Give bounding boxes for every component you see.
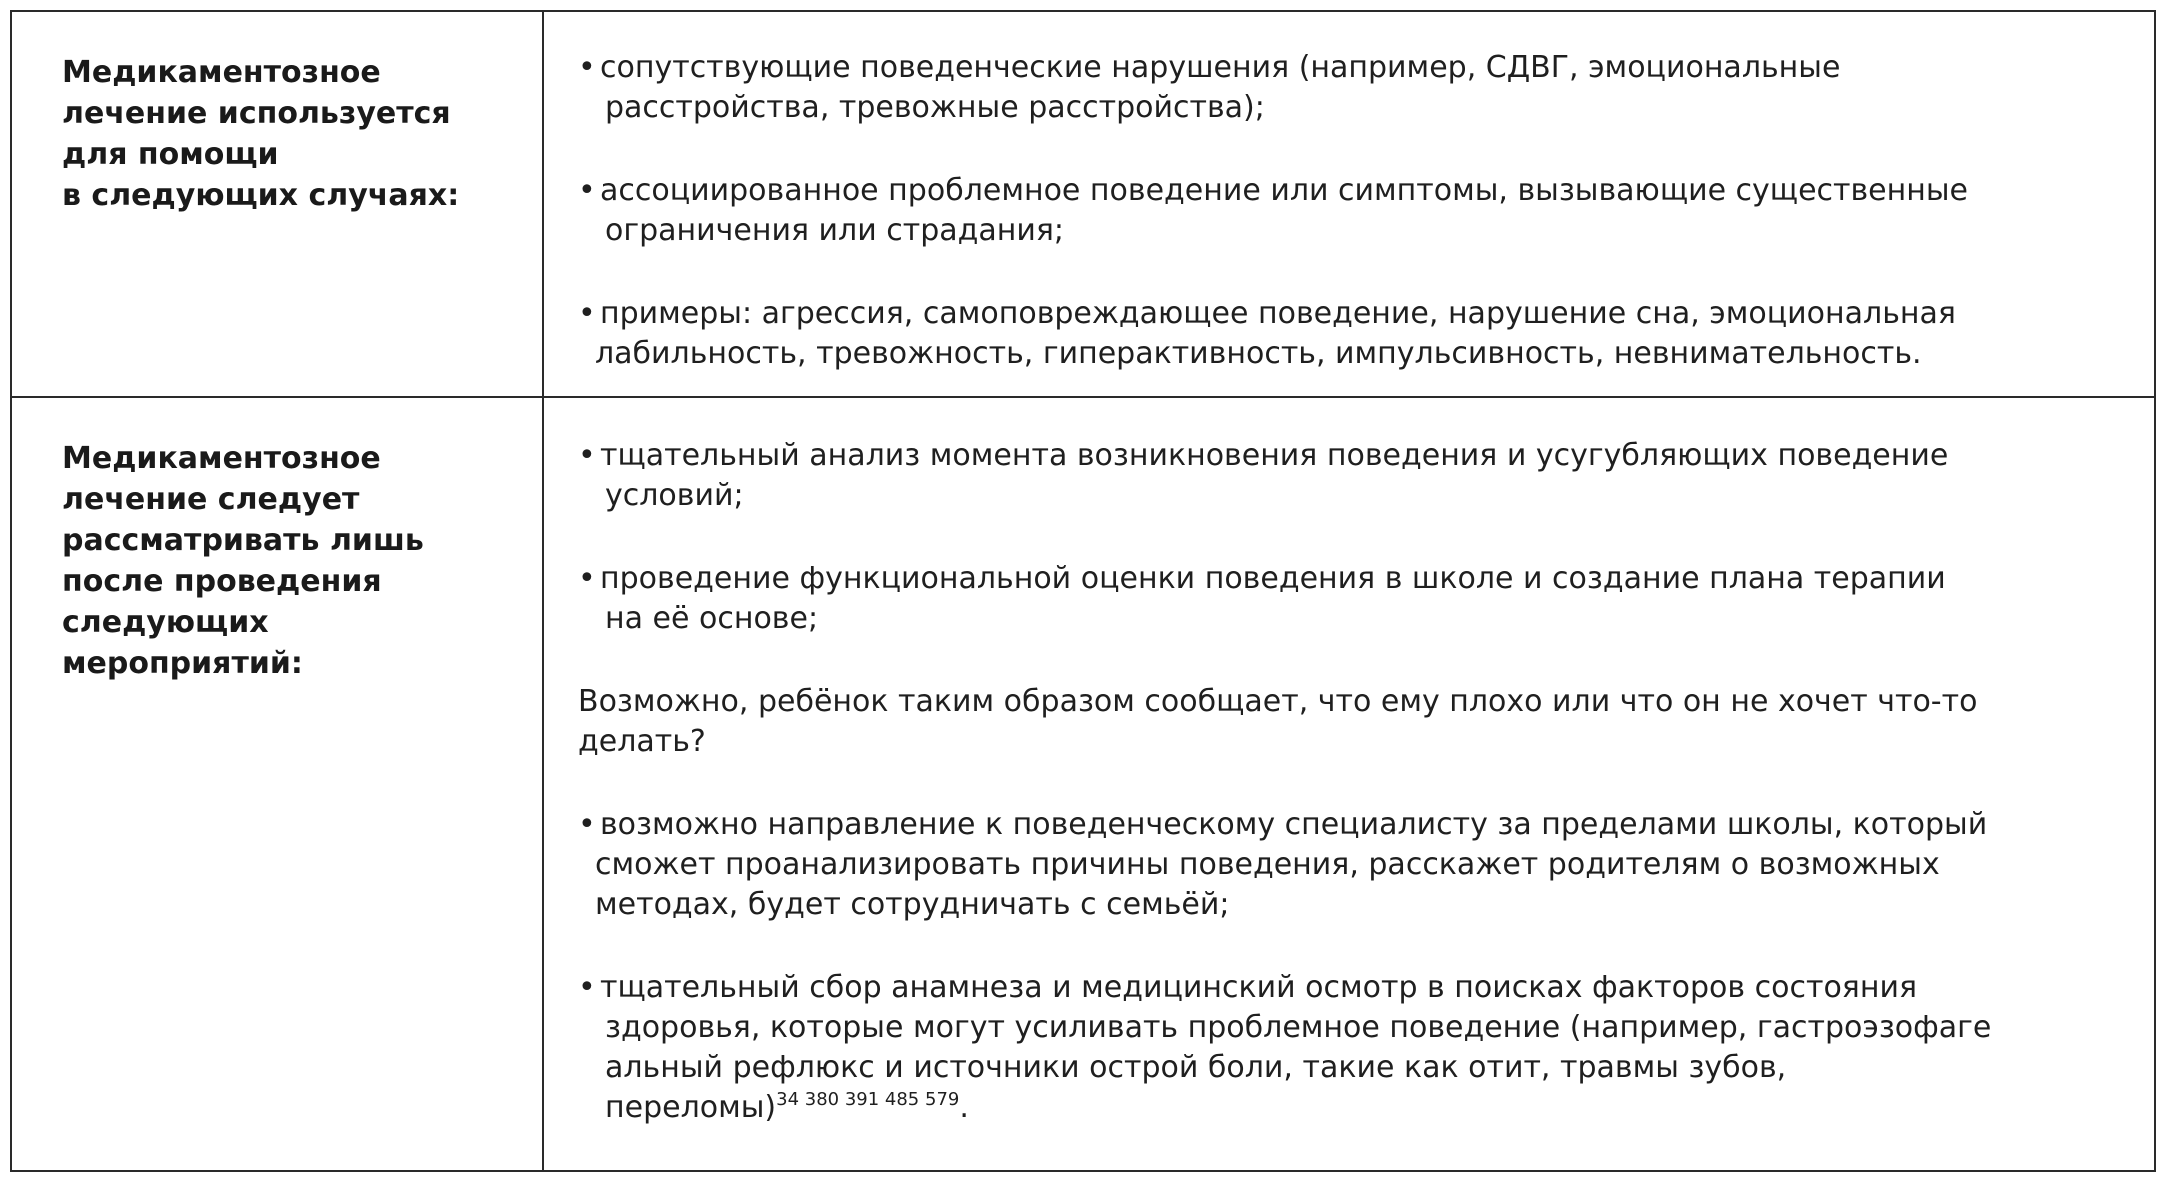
list-item-line [578,436,2138,476]
list-item-text: проведение функциональной оценки поведения в школе и создание плана терапии [600,561,1946,596]
list-item-line [578,294,2138,334]
indications-list [578,48,2138,374]
list-item-line [578,805,2138,845]
bullet-icon: • [578,561,596,596]
list-item-line: методах, будет сотрудничать с семьёй; [595,887,1230,922]
bullet-icon: • [578,438,596,473]
heading-line: лечение используется [62,96,451,131]
heading-line: Медикаментозное [62,441,381,476]
list-item [578,968,2138,1128]
list-item [578,48,2138,128]
heading-line: лечение следует [62,482,360,517]
heading-line: мероприятий: [62,646,303,681]
list-item-line [578,1088,2138,1128]
list-item [578,805,2138,925]
sentence-end: . [959,1090,969,1125]
list-item-line: здоровья, которые могут усиливать проблемное поведение (например, гастроэзофаге [605,1010,1992,1045]
list-item-text: переломы) [605,1090,777,1125]
list-item [578,559,2138,639]
list-item-text: примеры: агрессия, самоповреждающее поведение, нарушение сна, эмоциональная [600,296,1956,331]
heading-line: следующих [62,605,269,640]
heading-line: после проведения [62,564,382,599]
prerequisites-list [578,436,2138,1128]
question-paragraph [578,682,2138,762]
list-item-line: альный рефлюкс и источники острой боли, такие как отит, травмы зубов, [605,1050,1787,1085]
list-item-text: ассоциированное проблемное поведение или симптомы, вызывающие существенные [600,173,1969,208]
row-heading-prerequisites [62,438,532,684]
bullet-icon: • [578,296,596,331]
column-divider [542,398,544,1172]
paragraph-line: Возможно, ребёнок таким образом сообщает, что ему плохо или что он не хочет что-то [578,684,1978,719]
list-item-text: возможно направление к поведенческому специалисту за пределами школы, который [600,807,1988,842]
heading-line: Медикаментозное [62,55,381,90]
row-heading-indications [62,52,532,216]
list-item-line: сможет проанализировать причины поведения, расскажет родителям о возможных [595,847,1940,882]
list-item-line: лабильность, тревожность, гиперактивность, импульсивность, невнимательность. [595,336,1922,371]
list-item-line: расстройства, тревожные расстройства); [605,90,1265,125]
heading-line: рассматривать лишь [62,523,424,558]
list-item-line [578,48,2138,88]
column-divider [542,12,544,396]
bullet-icon: • [578,807,596,842]
table-row-prerequisites [12,398,2154,1172]
heading-line: для помощи [62,137,279,172]
reference-superscript: 34 380 391 485 579 [776,1089,960,1110]
list-item-text: тщательный анализ момента возникновения поведения и усугубляющих поведение [600,438,1949,473]
list-item [578,294,2138,374]
list-item-line [578,559,2138,599]
list-item [578,171,2138,251]
list-item-line: на её основе; [605,601,819,636]
list-item-text: тщательный сбор анамнеза и медицинский осмотр в поисках факторов состояния [600,970,1917,1005]
bullet-icon: • [578,970,596,1005]
bullet-icon: • [578,173,596,208]
list-item [578,436,2138,516]
paragraph-line: делать? [578,724,706,759]
list-item-line [578,171,2138,211]
list-item-text: сопутствующие поведенческие нарушения (например, СДВГ, эмоциональные [600,50,1841,85]
list-item-line: условий; [605,478,744,513]
info-table [10,10,2156,1172]
list-item-line [578,968,2138,1008]
list-item-line: ограничения или страдания; [605,213,1065,248]
bullet-icon: • [578,50,596,85]
table-row-indications [12,12,2154,398]
heading-line: в следующих случаях: [62,178,460,213]
